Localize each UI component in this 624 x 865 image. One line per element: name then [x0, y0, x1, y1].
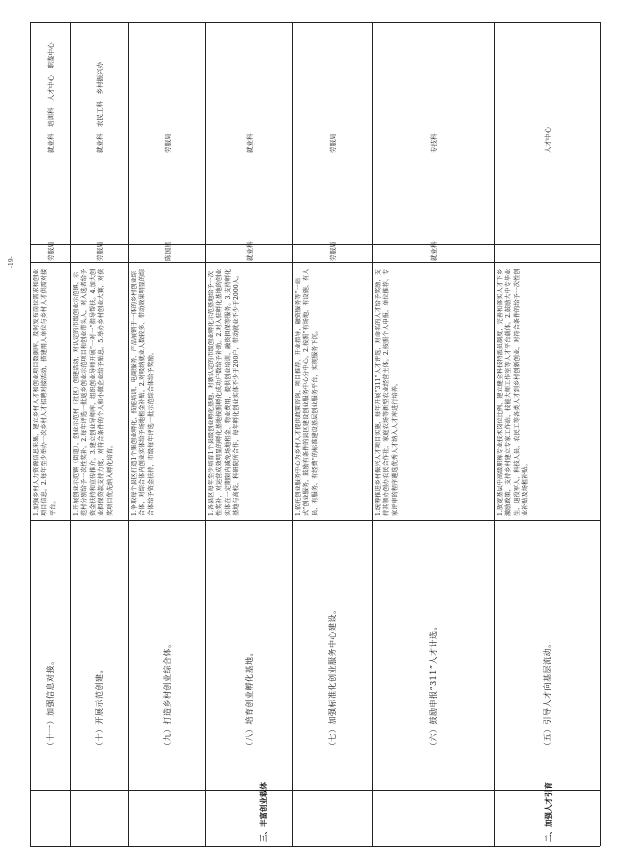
- lead-unit: 劳服局: [329, 241, 337, 261]
- section-title: 二、加强人才引育: [544, 782, 553, 842]
- table-border: [30, 22, 600, 23]
- table-border: [30, 244, 600, 245]
- lead-unit: 劳服局: [47, 241, 55, 261]
- responsible-units: 就业科: [245, 133, 254, 153]
- lead-unit: 劳服局: [96, 241, 104, 261]
- section-title: 三、丰富创业载体: [259, 782, 268, 842]
- task-title: （十一）加强信息对接。: [46, 656, 55, 750]
- measure-content: 1.开展创业示范镇（街道）、创业示范村（社区）创建活动，对认定的市级创业示范镇、示范村分别给予一次性奖补。2.每年评选一批返乡创业示范项目和创业带头人，对入选者给予资金扶持和宣传推介。3.建立创业导师库，组织创业导师开展“一对一”指导帮扶。4.加大创业担保贷款支持力度，对符合条件的个人和小微企业给予贴息。5.举办乡村创业大赛，对获奖项目优先纳入孵化培育。: [73, 268, 114, 516]
- table-border: [30, 22, 31, 846]
- table-border: [30, 262, 600, 263]
- task-title: （十）开展示范创建。: [95, 665, 104, 750]
- measure-content: 1.统筹推进乡村振兴人才项目实施，每年开展“311”人才评选，对命名的人才给予奖励，支持其领办创办农民合作社、家庭农场等新型农业经营主体。2.按照个人申报、单位推荐、专家评审的程序遴选优秀人才纳入人才库进行培养。: [375, 268, 399, 516]
- measure-content: 1.放宽基层中高级职称专业技术岗位比例，建立健全科技特派员制度，完善和落实人才下乡激励政策，支持乡村建立专家工作站、技能大师工作室等人才平台载体。2.鼓励大中专毕业生、退役军人、科技人员、农民工等各类人才到乡村创新创业，对符合条件的给予一次性创业补贴及场租补贴。: [497, 268, 530, 516]
- responsible-units: 人才中心: [544, 127, 552, 153]
- task-title: （五）引导人才向基层流动。: [543, 639, 552, 750]
- table-border: [70, 22, 71, 846]
- table-border: [600, 22, 601, 846]
- table-border: [205, 22, 206, 846]
- task-title: （七）加强标准化创业服务中心建设。: [328, 605, 337, 750]
- responsible-units: 就业科 培训科 人才中心 职鉴中心: [47, 42, 55, 153]
- task-title: （六）鼓励申报“311”人才计选。: [429, 622, 438, 750]
- responsible-units: 劳服局: [329, 133, 337, 153]
- lead-unit: 就业科: [430, 241, 438, 261]
- lead-unit: 陈国星: [163, 241, 172, 261]
- measure-content: 1.依托创业服务中心为乡村人才提供政策咨询、项目推荐、开业指导、融资服务等“一站式”创业服务，鼓励有条件的县区建设创业服务中心分中心。2.按照“有场地、有设施、有人员、有服务、有经费”的标准建设基层创业服务平台，实现服务下沉。: [295, 268, 319, 516]
- measure-content: 1.争取每个县区打造1个集创业孵化、技能培训、电商服务、产品展销于一体的乡村创业综合体，对综合体内创业实体给予场地租金补贴。2.对吸纳就业人数较多、带动效果明显的综合体给予资金扶持，市级每年评选一批示范综合体给予奖励。: [131, 268, 155, 516]
- responsible-units: 专技科: [430, 133, 438, 153]
- table-border: [372, 22, 373, 846]
- table-border: [30, 790, 600, 791]
- table-border: [128, 22, 129, 846]
- measure-content: 1.加强乡村人力资源信息采集，建立乡村人才和创业项目数据库，及时发布岗位需求和创业项目信息。2.每年至少举办一次乡村人才招聘对接活动，搭建用人单位与乡村人才供需对接平台。: [33, 268, 57, 516]
- table-border: [494, 22, 495, 846]
- responsible-units: 劳服局: [163, 133, 172, 153]
- task-title: （九）打造乡村创业综合体。: [162, 639, 172, 750]
- lead-unit: 就业科: [245, 241, 254, 261]
- task-title: （八）培育创业孵化基地。: [244, 648, 254, 750]
- responsible-units: 就业科 农民工科 乡村振兴办: [96, 62, 104, 153]
- measure-content: 1.各县区每年至少培育1个县级创业孵化基地，对新认定的市级创业孵化示范基地给予一次性奖补，对运营成效明显的孵化基地按照孵化成功户数给予补助。2.对入驻孵化基地的创业实体在一定期限内减免场地租金、物业费用，提供创业培训、融资担保等服务。3.支持孵化基地与高校、科研院所合作，每年孵化创业实体不少于200户，带动就业不少于2000人。: [208, 268, 241, 516]
- table-border: [30, 520, 600, 521]
- table-border: [30, 846, 600, 847]
- table-border: [292, 22, 293, 846]
- page-number: -19-: [8, 256, 15, 268]
